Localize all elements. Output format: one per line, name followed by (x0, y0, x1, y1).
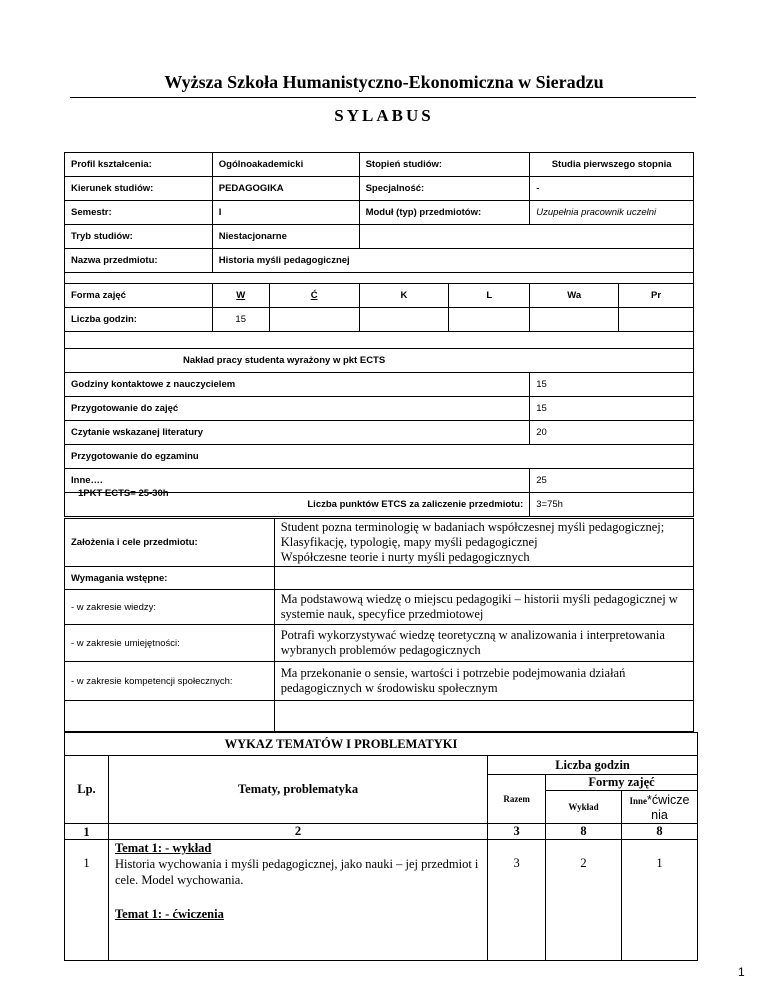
hours-pr (619, 308, 694, 332)
info-row-tryb (65, 225, 694, 249)
semestr-label: Semestr: (65, 201, 213, 225)
hours-wa (530, 308, 619, 332)
form-l: L (449, 284, 530, 308)
hours-header: Liczba godzin (488, 756, 698, 775)
topic-1-inne: 1 (621, 840, 697, 961)
skills-row (65, 625, 694, 662)
skills-value: Potrafi wykorzystywać wiedzę teoretyczną w analizowania i interpretowania wybranych problemów pedagogicznych (274, 625, 693, 662)
knowledge-label: - w zakresie wiedzy: (65, 590, 275, 625)
tryb-value: Niestacjonarne (212, 225, 359, 249)
inne-value: 25 (530, 469, 694, 493)
przygot-label: Przygotowanie do zajęć (65, 397, 530, 421)
requirements-label: Wymagania wstępne: (65, 567, 275, 590)
czytanie-value: 20 (530, 421, 694, 445)
forms-row (65, 284, 694, 308)
topic-1-lp: 1 (65, 840, 109, 961)
spacer-row-2 (65, 332, 694, 349)
num-8b: 8 (621, 824, 697, 840)
topic-1-wyklad: 2 (546, 840, 622, 961)
kontakt-value: 15 (530, 373, 694, 397)
goals-label: Założenia i cele przedmiotu: (65, 519, 275, 567)
number-row (65, 824, 698, 840)
ects-row-przygot (65, 397, 694, 421)
inne-header (621, 791, 697, 824)
topic-1-content (108, 840, 487, 961)
form-k: K (359, 284, 449, 308)
page-number: 1 (738, 965, 745, 979)
form-w: W (212, 284, 269, 308)
ects-note: 1PKT ECTS= 25-30h (78, 488, 169, 499)
hours-c (269, 308, 359, 332)
kierunek-label: Kierunek studiów: (65, 177, 213, 201)
skills-label: - w zakresie umiejętności: (65, 625, 275, 662)
social-value: Ma przekonanie o sensie, wartości i potrzebie podejmowania działań pedagogicznych w środowisku społecznym (274, 662, 693, 701)
syllabus-info-table (64, 152, 694, 517)
total-value: 3=75h (530, 493, 694, 517)
knowledge-value: Ma podstawową wiedzę o miejscu pedagogiki – historii myśli pedagogicznej w systemie nauk, specyfice przedmiotowej (274, 590, 693, 625)
nazwa-value: Historia myśli pedagogicznej (212, 249, 693, 273)
form-pr: Pr (619, 284, 694, 308)
topic-1-text: Historia wychowania i myśli pedagogicznej, jako nauki – jej przedmiot i cele. Model wychowania. (114, 857, 479, 887)
num-3: 3 (488, 824, 546, 840)
specjalnosc-value: - (530, 177, 694, 201)
wyklad-header: Wykład (546, 791, 622, 824)
modul-value: Uzupełnia pracownik uczelni (530, 201, 694, 225)
przygot-value: 15 (530, 397, 694, 421)
topics-title: WYKAZ TEMATÓW I PROBLEMATYKI (65, 733, 698, 756)
topic-2-title: Temat 1: - ćwiczenia (114, 907, 224, 921)
lp-header: Lp. (65, 756, 109, 824)
requirements-empty (274, 567, 693, 590)
topic-1-razem: 3 (488, 840, 546, 961)
hours-row (65, 308, 694, 332)
profil-label: Profil kształcenia: (65, 153, 213, 177)
tryb-label: Tryb studiów: (65, 225, 213, 249)
info-row-nazwa (65, 249, 694, 273)
num-8a: 8 (546, 824, 622, 840)
topics-title-row (65, 733, 698, 756)
topics-header: Tematy, problematyka (108, 756, 487, 824)
modul-label: Moduł (typ) przedmiotów: (359, 201, 530, 225)
stopien-label: Stopień studiów: (359, 153, 530, 177)
goals-empty-left (65, 701, 275, 732)
goals-row (65, 519, 694, 567)
hours-l (449, 308, 530, 332)
document-title: SYLABUS (334, 106, 434, 125)
topics-table (64, 732, 698, 961)
info-row-profil (65, 153, 694, 177)
requirements-row (65, 567, 694, 590)
egzamin-label: Przygotowanie do egzaminu (65, 445, 694, 469)
goals-line-1: Student pozna terminologię w badaniach współczesnej myśli pedagogicznej; (280, 520, 665, 534)
profil-value: Ogólnoakademicki (212, 153, 359, 177)
forms-label: Forma zajęć (65, 284, 213, 308)
hours-k (359, 308, 449, 332)
goals-empty-right (274, 701, 693, 732)
ects-title-row (65, 349, 694, 373)
social-label: - w zakresie kompetencji społecznych: (65, 662, 275, 701)
goals-table (64, 518, 694, 732)
kontakt-label: Godziny kontaktowe z nauczycielem (65, 373, 530, 397)
num-1: 1 (65, 824, 109, 840)
info-row-semestr (65, 201, 694, 225)
university-name: Wyższa Szkoła Humanistyczno-Ekonomiczna w Sieradzu (164, 72, 604, 92)
ects-row-kontakt (65, 373, 694, 397)
total-label: Liczba punktów ETCS za zaliczenie przedmiotu: (65, 493, 530, 517)
ects-title: Nakład pracy studenta wyrażony w pkt ECTS (65, 349, 694, 373)
topic-1-title: Temat 1: - wykład (114, 841, 212, 855)
tryb-empty (359, 225, 693, 249)
goals-value (274, 519, 693, 567)
form-wa: Wa (530, 284, 619, 308)
specjalnosc-label: Specjalność: (359, 177, 530, 201)
kierunek-value: PEDAGOGIKA (212, 177, 359, 201)
nazwa-label: Nazwa przedmiotu: (65, 249, 213, 273)
social-row (65, 662, 694, 701)
knowledge-row (65, 590, 694, 625)
ects-row-czytanie (65, 421, 694, 445)
hours-w: 15 (212, 308, 269, 332)
num-2: 2 (108, 824, 487, 840)
spacer-row (65, 273, 694, 284)
topic-row-1 (65, 840, 698, 961)
form-c: Ć (269, 284, 359, 308)
razem-header: Razem (488, 775, 546, 824)
stopien-value: Studia pierwszego stopnia (530, 153, 694, 177)
formy-header: Formy zajęć (546, 775, 698, 791)
goals-line-2: Klasyfikację, typologię, mapy myśli pedagogicznej (280, 535, 538, 549)
inne-header-label: Inne (629, 795, 648, 806)
semestr-value: I (212, 201, 359, 225)
ects-row-egzamin (65, 445, 694, 469)
hours-label: Liczba godzin: (65, 308, 213, 332)
cwiczenia-header: *ćwicze nia (647, 792, 690, 822)
header-rule (70, 97, 696, 98)
goals-line-3: Współczesne teorie i nurty myśli pedagogicznych (280, 550, 530, 564)
czytanie-label: Czytanie wskazanej literatury (65, 421, 530, 445)
info-row-kierunek (65, 177, 694, 201)
inne-label: Inne…. (65, 469, 530, 493)
